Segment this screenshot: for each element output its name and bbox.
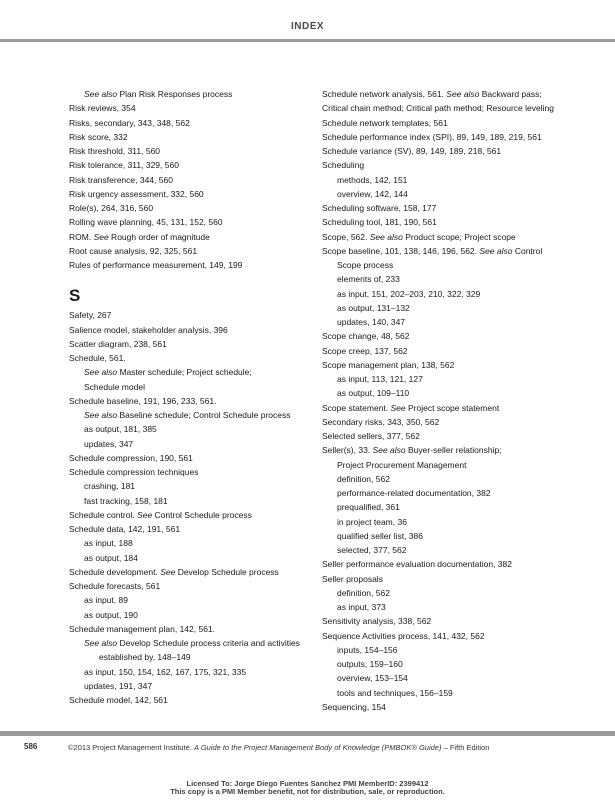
index-entry bbox=[322, 372, 572, 386]
index-entry bbox=[322, 301, 572, 315]
index-entry-text: Scheduling bbox=[322, 160, 365, 171]
index-entry-text: Risk transference, 344, 560 bbox=[69, 174, 173, 185]
index-entry bbox=[69, 365, 319, 379]
index-entry-text: as output, 184 bbox=[84, 552, 138, 563]
index-entry bbox=[322, 230, 572, 244]
index-entry-text: Schedule forecasts, 561 bbox=[69, 581, 161, 591]
index-entry-reference: Develop Schedule process bbox=[175, 566, 279, 577]
index-entry bbox=[322, 529, 572, 543]
license-line-1: Licensed To: Jorge Diego Fuentes Sanchez PMI MemberID: 2399412 bbox=[186, 779, 429, 788]
index-entry-text: Project Procurement Management bbox=[337, 459, 467, 470]
index-entry-text: Risk tolerance, 311, 329, 560 bbox=[69, 160, 179, 171]
index-entry bbox=[322, 215, 572, 229]
index-entry bbox=[69, 536, 319, 550]
index-entry-text: definition, 562 bbox=[337, 473, 390, 484]
index-entry-text: Schedule performance index (SPI), 89, 149, 189, 219, 561 bbox=[322, 131, 542, 142]
see-reference-label: See bbox=[93, 231, 109, 242]
index-entry bbox=[322, 429, 572, 443]
index-entry-text: Role(s), 264, 316, 560 bbox=[69, 203, 154, 213]
index-entry bbox=[69, 258, 319, 272]
index-entry bbox=[69, 158, 319, 172]
index-entry-text: Risks, secondary, 343, 348, 562 bbox=[69, 117, 190, 128]
license-line-2: This copy is a PMI Member benefit, not for distribution, sale, or reproduction. bbox=[170, 787, 445, 796]
index-entry-text: Develop Schedule process criteria and activities bbox=[117, 638, 300, 648]
index-entry-text: Plan Risk Responses process bbox=[117, 89, 233, 99]
index-entry-text: Salience model, stakeholder analysis, 396 bbox=[69, 324, 228, 335]
page-number: 586 bbox=[24, 742, 38, 751]
index-entry-text: Sensitivity analysis, 338, 562 bbox=[322, 616, 432, 627]
index-entry bbox=[69, 636, 319, 650]
index-entry-text: Rules of performance measurement, 149, 199 bbox=[69, 260, 243, 270]
index-entry-text: Seller performance evaluation documentation, 382 bbox=[322, 559, 512, 570]
index-entry bbox=[69, 215, 319, 229]
index-entry bbox=[322, 201, 572, 215]
index-entry bbox=[322, 643, 572, 657]
index-entry-text: as input, 151, 202–203, 210, 322, 329 bbox=[337, 288, 481, 299]
index-column-right bbox=[322, 87, 572, 714]
index-entry bbox=[69, 679, 319, 693]
index-entry bbox=[69, 479, 319, 493]
index-entry bbox=[69, 201, 319, 215]
index-entry bbox=[322, 600, 572, 614]
index-entry-text: prequalified, 361 bbox=[337, 502, 400, 513]
index-entry-text: crashing, 181 bbox=[84, 481, 136, 492]
index-entry bbox=[69, 173, 319, 187]
index-entry bbox=[322, 173, 572, 187]
index-entry bbox=[322, 315, 572, 329]
index-entry bbox=[69, 394, 319, 408]
index-entry-text: elements of, 233 bbox=[337, 274, 400, 285]
index-entry-text: Secondary risks, 343, 350, 562 bbox=[322, 416, 440, 427]
index-entry-text: as output, 181, 385 bbox=[84, 424, 157, 435]
index-entry bbox=[69, 337, 319, 351]
copyright-title: A Guide to the Project Management Body of Knowledge (PMBOK® Guide) bbox=[194, 743, 442, 752]
index-entry bbox=[69, 608, 319, 622]
index-entry-text: Scheduling software, 158, 177 bbox=[322, 203, 437, 213]
index-entry bbox=[322, 472, 572, 486]
index-entry bbox=[322, 458, 572, 472]
index-entry-text: Scope, 562. bbox=[322, 231, 370, 242]
index-entry-text: Schedule baseline, 191, 196, 233, 561. bbox=[69, 395, 217, 406]
index-entry-text: Schedule compression techniques bbox=[69, 467, 199, 477]
index-entry-reference: Buyer-seller relationship; bbox=[405, 445, 502, 456]
see-reference-label: See also bbox=[372, 445, 406, 456]
index-entry-text: Schedule variance (SV), 89, 149, 189, 218, 561 bbox=[322, 146, 502, 156]
see-reference-label: See also bbox=[446, 89, 480, 99]
index-entry-text: as input, 373 bbox=[337, 602, 386, 612]
index-entry-text: overview, 153–154 bbox=[337, 673, 408, 684]
copyright-notice bbox=[68, 743, 489, 752]
index-entry-text: Risk reviews, 354 bbox=[69, 103, 136, 114]
index-entry bbox=[322, 144, 572, 158]
see-also-label: See also bbox=[84, 89, 118, 99]
index-entry bbox=[322, 101, 572, 115]
index-entry bbox=[322, 329, 572, 343]
index-entry-text: performance-related documentation, 382 bbox=[337, 488, 491, 498]
index-entry bbox=[69, 593, 319, 607]
index-entry-text: Root cause analysis, 92, 325, 561 bbox=[69, 245, 198, 256]
index-entry bbox=[322, 657, 572, 671]
index-entry bbox=[322, 287, 572, 301]
index-entry bbox=[322, 386, 572, 400]
index-entry-text: overview, 142, 144 bbox=[337, 188, 408, 199]
index-entry-text: definition, 562 bbox=[337, 587, 390, 598]
index-entry bbox=[322, 572, 572, 586]
index-entry bbox=[322, 443, 572, 457]
index-entry bbox=[322, 272, 572, 286]
index-entry-text: Selected sellers, 377, 562 bbox=[322, 431, 420, 441]
index-entry bbox=[69, 494, 319, 508]
index-entry bbox=[69, 665, 319, 679]
index-entry bbox=[322, 700, 572, 714]
index-entry-text: updates, 347 bbox=[84, 438, 134, 449]
index-entry-text: Schedule, 561. bbox=[69, 353, 126, 363]
index-entry-text: Scatter diagram, 238, 561 bbox=[69, 338, 167, 349]
index-entry-text: Risk score, 332 bbox=[69, 131, 128, 142]
index-entry-text: Schedule network templates, 561 bbox=[322, 117, 448, 128]
index-entry-text: as input, 113, 121, 127 bbox=[337, 374, 423, 384]
index-entry-text: fast tracking, 158, 181 bbox=[84, 495, 168, 506]
index-entry bbox=[322, 244, 572, 258]
see-also-label: See also bbox=[84, 638, 118, 648]
copyright-prefix: ©2013 Project Management Institute. bbox=[68, 743, 195, 752]
index-entry-text: Risk threshold, 311, 560 bbox=[69, 146, 161, 156]
index-entry-text: Schedule model bbox=[84, 381, 145, 392]
index-entry-text: as output, 109–110 bbox=[337, 388, 410, 399]
index-entry bbox=[69, 650, 319, 664]
index-entry-text: Schedule data, 142, 191, 561 bbox=[69, 524, 181, 534]
index-entry bbox=[69, 422, 319, 436]
index-entry-text: Baseline schedule; Control Schedule process bbox=[117, 410, 291, 420]
index-entry-text: Schedule network analysis, 561. bbox=[322, 89, 447, 99]
index-entry bbox=[322, 401, 572, 415]
index-entry-text: Schedule control. bbox=[69, 509, 138, 520]
index-entry bbox=[322, 543, 572, 557]
index-entry bbox=[322, 614, 572, 628]
index-entry-text: as input, 188 bbox=[84, 538, 133, 549]
index-entry-text: as output, 190 bbox=[84, 609, 138, 620]
index-entry bbox=[322, 187, 572, 201]
index-entry-text: updates, 140, 347 bbox=[337, 317, 406, 327]
index-entry bbox=[69, 187, 319, 201]
index-entry-text: inputs, 154–156 bbox=[337, 644, 398, 655]
see-reference-label: See bbox=[160, 566, 176, 577]
index-entry-text: Scope baseline, 101, 138, 146, 196, 562. bbox=[322, 245, 480, 256]
index-entry-text: Schedule development. bbox=[69, 566, 161, 577]
index-entry bbox=[322, 358, 572, 372]
index-entry-text: Scope statement. bbox=[322, 402, 391, 413]
index-entry bbox=[322, 158, 572, 172]
index-entry-text: as input, 89 bbox=[84, 595, 128, 606]
see-reference-label: See also bbox=[479, 245, 513, 256]
index-entry bbox=[322, 486, 572, 500]
index-entry bbox=[69, 144, 319, 158]
index-entry bbox=[69, 380, 319, 394]
index-entry bbox=[69, 579, 319, 593]
see-reference-label: See also bbox=[369, 231, 403, 242]
index-entry-text: updates, 191, 347 bbox=[84, 680, 153, 691]
page-header-title: INDEX bbox=[290, 21, 325, 32]
index-entry-text: Scope creep, 137, 562 bbox=[322, 345, 408, 356]
index-entry bbox=[322, 557, 572, 571]
index-entry bbox=[322, 116, 572, 130]
index-entry-text: Seller proposals bbox=[322, 573, 383, 584]
index-entry-text: tools and techniques, 156–159 bbox=[337, 687, 453, 698]
index-entry bbox=[322, 629, 572, 643]
index-entry-text: in project team, 36 bbox=[337, 516, 407, 527]
index-entry-text: Schedule model, 142, 561 bbox=[69, 695, 168, 705]
index-entry-text: qualified seller list, 386 bbox=[337, 530, 423, 541]
index-entry-text: Seller(s), 33. bbox=[322, 445, 373, 456]
index-entry-text: Master schedule; Project schedule; bbox=[117, 367, 252, 378]
index-entry-text: outputs, 159–160 bbox=[337, 659, 403, 669]
index-entry bbox=[322, 586, 572, 600]
index-entry-text: Scope change, 48, 562 bbox=[322, 331, 410, 342]
index-entry-text: Safety, 267 bbox=[69, 310, 112, 321]
license-notice bbox=[0, 780, 615, 796]
index-entry bbox=[322, 671, 572, 685]
index-entry bbox=[69, 323, 319, 337]
index-entry-text: Sequencing, 154 bbox=[322, 701, 386, 712]
index-entry bbox=[322, 500, 572, 514]
index-entry bbox=[69, 351, 319, 365]
index-entry bbox=[69, 451, 319, 465]
index-entry bbox=[69, 308, 319, 322]
index-entry bbox=[69, 244, 319, 258]
index-entry-text: selected, 377, 562 bbox=[337, 545, 407, 555]
index-entry-text: as input, 150, 154, 162, 167, 175, 321, 335 bbox=[84, 666, 247, 677]
index-entry-text: Schedule compression, 190, 561 bbox=[69, 452, 193, 463]
copyright-suffix: – Fifth Edition bbox=[441, 743, 490, 752]
index-entry-text: Critical chain method; Critical path method; Resource leveling bbox=[322, 103, 554, 114]
see-also-label: See also bbox=[84, 410, 118, 420]
index-entry bbox=[322, 686, 572, 700]
index-entry-text: as output, 131–132 bbox=[337, 302, 410, 313]
see-reference-label: See bbox=[390, 402, 406, 413]
see-also-label: See also bbox=[84, 367, 118, 378]
index-entry bbox=[69, 693, 319, 707]
index-entry-text: established by, 148–149 bbox=[99, 652, 191, 663]
index-entry-reference: Product scope; Project scope bbox=[402, 231, 516, 242]
index-letter-heading: S bbox=[69, 286, 81, 306]
index-entry bbox=[69, 130, 319, 144]
index-entry bbox=[69, 87, 319, 101]
index-entry bbox=[322, 344, 572, 358]
see-reference-label: See bbox=[137, 509, 153, 520]
index-entry bbox=[69, 551, 319, 565]
index-entry bbox=[69, 522, 319, 536]
index-entry-reference: Rough order of magnitude bbox=[108, 231, 210, 242]
index-entry bbox=[69, 437, 319, 451]
index-entry-reference: Backward pass; bbox=[479, 89, 542, 99]
index-entry bbox=[322, 130, 572, 144]
index-entry-text: Scope management plan, 138, 562 bbox=[322, 359, 455, 370]
index-entry bbox=[322, 87, 572, 101]
index-entry-reference: Control Schedule process bbox=[152, 509, 252, 520]
index-entry-text: ROM. bbox=[69, 231, 94, 242]
footer-divider bbox=[0, 731, 615, 736]
index-entry-reference: Control bbox=[512, 245, 543, 256]
index-entry bbox=[69, 465, 319, 479]
index-entry bbox=[322, 515, 572, 529]
index-entry-text: methods, 142, 151 bbox=[337, 174, 408, 185]
index-entry bbox=[69, 230, 319, 244]
index-entry bbox=[69, 508, 319, 522]
index-column-left bbox=[69, 87, 319, 707]
index-entry bbox=[322, 258, 572, 272]
index-entry bbox=[69, 408, 319, 422]
index-entry-text: Sequence Activities process, 141, 432, 562 bbox=[322, 630, 485, 641]
index-entry-text: Scheduling tool, 181, 190, 561 bbox=[322, 217, 437, 228]
index-entry-text: Schedule management plan, 142, 561. bbox=[69, 623, 216, 634]
index-entry bbox=[322, 415, 572, 429]
index-entry bbox=[69, 101, 319, 115]
index-entry bbox=[69, 116, 319, 130]
index-entry-text: Rolling wave planning, 45, 131, 152, 560 bbox=[69, 217, 223, 228]
index-entry-reference: Project scope statement bbox=[405, 402, 500, 413]
index-entry-text: Risk urgency assessment, 332, 560 bbox=[69, 188, 204, 199]
index-entry-text: Scope process bbox=[337, 260, 394, 270]
header-divider bbox=[0, 39, 615, 42]
index-entry bbox=[69, 565, 319, 579]
index-entry bbox=[69, 622, 319, 636]
